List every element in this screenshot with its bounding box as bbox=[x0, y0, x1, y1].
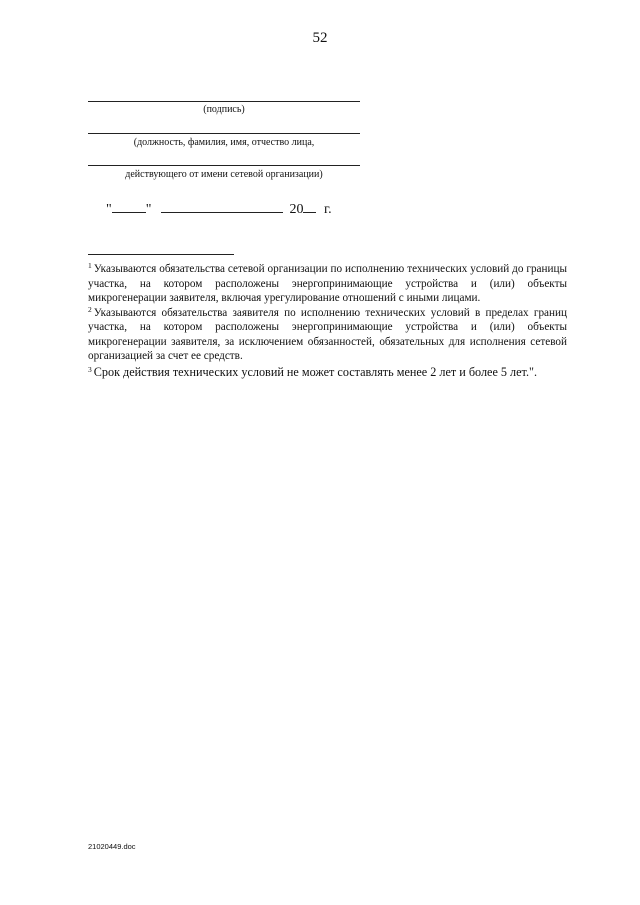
year-prefix: 20 bbox=[289, 202, 304, 217]
signature-caption: (подпись) bbox=[203, 104, 245, 115]
acting-line bbox=[88, 165, 360, 166]
year-blank bbox=[303, 200, 316, 213]
year-suffix: г. bbox=[323, 202, 332, 217]
footnotes bbox=[88, 262, 567, 380]
footnote-text-3: Срок действия технических условий не может составлять менее 2 лет и более 5 лет.". bbox=[93, 364, 538, 379]
day-blank bbox=[112, 200, 146, 213]
date-line bbox=[106, 200, 332, 218]
footnote-marker-1: 1 bbox=[88, 261, 92, 270]
open-quote: " bbox=[106, 202, 112, 217]
footnote-text-1: Указываются обязательства сетевой организации по исполнению технических условий до границы участка, на котором расположены энергопринимающие устройства и (или) объекты микрогенерации заявителя, включая урегулирование отношений с иными лицами. bbox=[88, 263, 567, 304]
position-line bbox=[88, 133, 360, 134]
footnote-text-2: Указываются обязательства заявителя по исполнению технических условий в пределах границ участка, на котором расположены энергопринимающие устройства и (или) объекты микрогенерации заявителя, за исключением обязанностей, обязательных для исполнения сетевой организацией за счет ее средств. bbox=[88, 306, 567, 362]
page-number: 52 bbox=[312, 30, 328, 46]
document-id: 21020449.doc bbox=[88, 842, 136, 851]
footnote-3 bbox=[88, 365, 567, 380]
footnote-2 bbox=[88, 306, 567, 364]
close-quote: " bbox=[145, 202, 152, 217]
acting-caption: действующего от имени сетевой организации) bbox=[125, 169, 323, 180]
footnote-1 bbox=[88, 262, 567, 306]
signature-line bbox=[88, 101, 360, 102]
footnote-marker-3: 3 bbox=[88, 364, 92, 374]
month-blank bbox=[161, 200, 283, 213]
position-caption: (должность, фамилия, имя, отчество лица, bbox=[133, 137, 315, 148]
footnote-marker-2: 2 bbox=[88, 304, 92, 314]
footnote-separator bbox=[88, 254, 234, 255]
